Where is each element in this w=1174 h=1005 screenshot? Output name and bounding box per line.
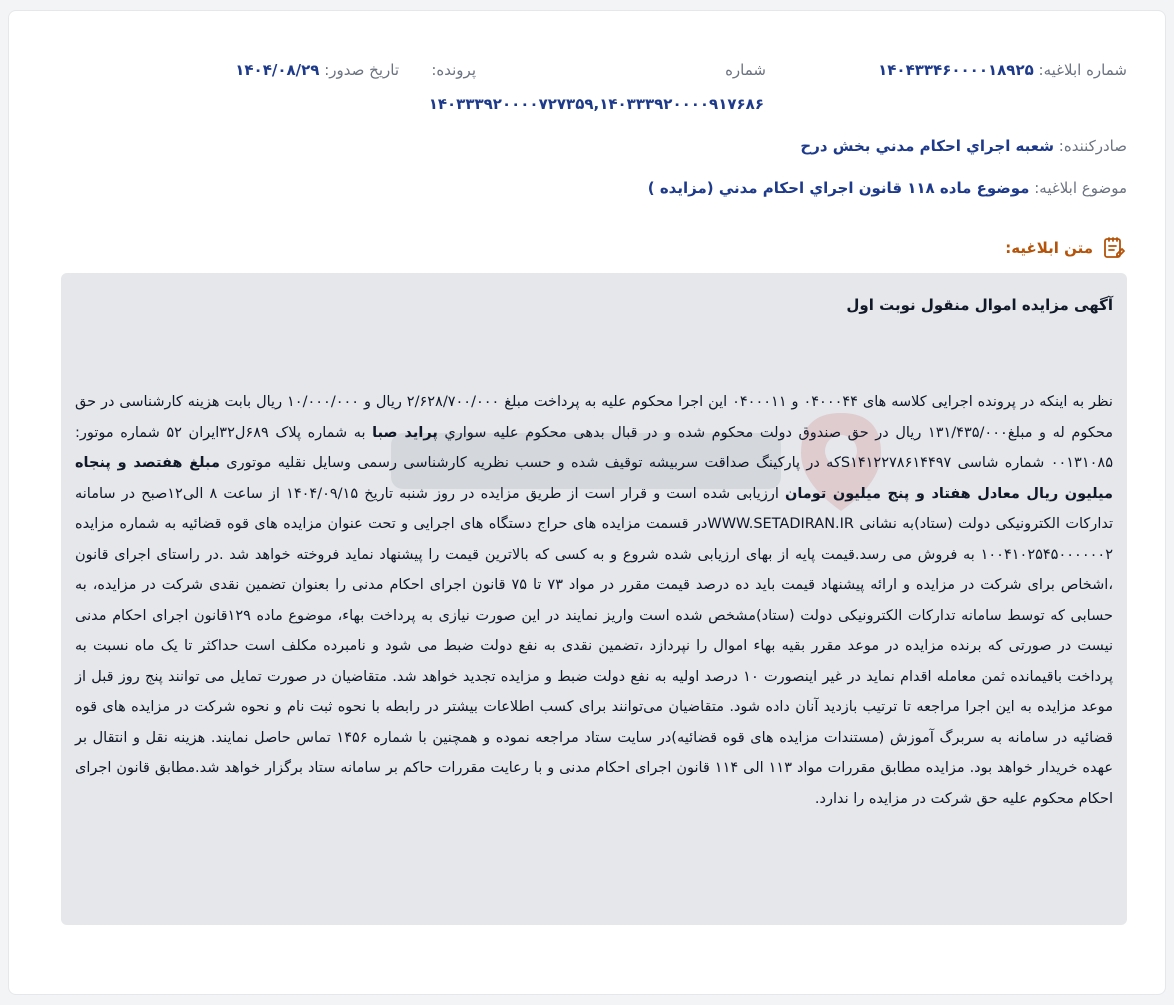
issue-date-label: تاریخ صدور: — [324, 61, 399, 79]
issuer-value: شعبه اجراي احكام مدني بخش درح — [800, 137, 1054, 155]
car-name: پراید صبا — [372, 424, 438, 441]
issuer-label: صادرکننده: — [1058, 137, 1127, 155]
notice-text-heading-label: متن ابلاغیه: — [1005, 239, 1093, 257]
notice-number — [878, 59, 1127, 81]
notice-title: آگهی مزایده اموال منقول نوبت اول — [846, 296, 1113, 314]
file-number-label-part2: پرونده: — [431, 61, 476, 79]
subject-label: موضوع ابلاغیه: — [1034, 179, 1127, 197]
issue-date — [235, 59, 399, 81]
notice-number-label: شماره ابلاغیه: — [1038, 61, 1127, 79]
issuer-row — [47, 135, 1127, 157]
file-numbers-value: ۱۴۰۳۳۳۹۲۰۰۰۰۷۲۷۳۵۹,۱۴۰۳۳۳۹۲۰۰۰۰۹۱۷۶۸۶ — [428, 95, 764, 113]
notice-meta-row — [47, 59, 1127, 83]
subject-row — [47, 177, 1127, 199]
notice-content-box — [61, 273, 1127, 925]
subject-value: موضوع ماده ۱۱۸ قانون اجراي احكام مدني (مزايده ) — [647, 179, 1030, 197]
file-number-label-part1: شماره — [725, 61, 766, 79]
notice-card — [8, 10, 1166, 995]
file-numbers-row — [47, 93, 1127, 115]
issue-date-value: ۱۴۰۴/۰۸/۲۹ — [235, 61, 320, 79]
notice-body-part3: ارزیابی شده است و قرار است از طریق مزایده در روز شنبه تاریخ ۱۴۰۴/۰۹/۱۵ از ساعت ۸ الی۱۲صبح در سامانه تدارکات الکترونیکی دولت (ستاد)به نشانی WWW.SETADIRAN.IRدر قسمت مزایده های حراج دستگاه های اجرایی و تحت عنوان مزایده های قوه قضائیه به شماره مزایده ۱۰۰۴۱۰۲۵۴۵۰۰۰۰۰۰۲ به فروش می رسد.قیمت پایه از بهای ارزیابی شده شروع و به کسی که بالاترین قیمت را پیشنهاد نماید فروخته خواهد شد .در راستای اجرای قانون ،اشخاص برای شرکت در مزایده و ارائه پیشنهاد قیمت باید ده درصد قیمت مقرر در مواد ۷۳ تا ۷۵ قانون اجرای احکام مدنی را بعنوان تضمین نقدی شرکت در مزایده، به حسابی که توسط سامانه تدارکات الکترونیکی دولت (ستاد)مشخص شده است واریز نمایند در این صورت نیازی به پرداخت بهاء، موضوع ماده ۱۲۹قانون اجرای احکام مدنی نیست در صورتی که برنده مزایده در موعد مقرر بقیه بهاء اموال را نپردازد ،تضمین نقدی به نفع دولت ضبط می شود و نامبرده مکلف است حداکثر تا یک ماه نسبت به پرداخت باقیمانده ثمن معامله اقدام نماید در غیر اینصورت ۱۰ درصد اولیه به نفع دولت ضبط و مزایده تجدید خواهد شد. متقاضیان در صورت تمایل می توانند پنج روز قبل از موعد مزایده به این اجرا مراجعه تا ترتیب بازدید آنان داده شود. متقاضیان می‌توانند برای کسب اطلاعات بیشتر در رابطه با نحوه ثبت نام و نحوه شرکت در مزایده های قوه قضائیه در سامانه به سربرگ آموزش (مستندات مزایده های قوه قضائیه)در سایت ستاد مراجعه نموده و همچنین با شماره ۱۴۵۶ تماس حاصل نمایند. هزینه نقل و انتقال بر عهده خریدار خواهد بود. مزایده مطابق مقررات مواد ۱۱۳ الی ۱۱۴ قانون اجرای احکام مدنی و با رعایت مقررات حاکم بر سامانه ستاد برگزار خواهد شد.مطابق قانون اجرای احکام محکوم علیه حق شرکت در مزایده را ندارد. — [75, 485, 1114, 807]
notice-number-value: ۱۴۰۴۳۳۴۶۰۰۰۰۱۸۹۲۵ — [878, 61, 1034, 79]
price-text: مبلغ هفتصد و پنجاه میلیون ریال معادل هفتاد و پنج میلیون تومان — [75, 455, 1113, 502]
document-text-icon — [1101, 235, 1127, 261]
notice-body-part1: نظر به اینکه در پرونده اجرایی کلاسه های ۰۴۰۰۰۴۴ و ۰۴۰۰۰۱۱ این اجرا محکوم علیه به پرداخت مبلغ ۲/۶۲۸/۷۰۰/۰۰۰ ریال و ۱۰/۰۰۰/۰۰۰ ریال بابت هزینه کارشناسی در حق محکوم له و مبلغ۱۳۱/۴۳۵/۰۰۰ ریال در حق صندوق دولت محکوم شده و در قبال بدهی محکوم علیه سواري — [75, 394, 1113, 441]
notice-body-part2: به شماره پلاک ۶۸۹ل۳۲ایران ۵۲ شماره موتور: ۰۰۱۳۱۰۸۵ شماره شاسی S۱۴۱۲۲۷۸۶۱۴۴۹۷که در پارکینگ صداقت سربیشه توقیف شده و حسب نظریه کارشناسی رسمی وسایل نقلیه موتوری — [75, 424, 1113, 471]
notice-text-heading — [1005, 233, 1127, 263]
notice-body — [75, 387, 1113, 814]
